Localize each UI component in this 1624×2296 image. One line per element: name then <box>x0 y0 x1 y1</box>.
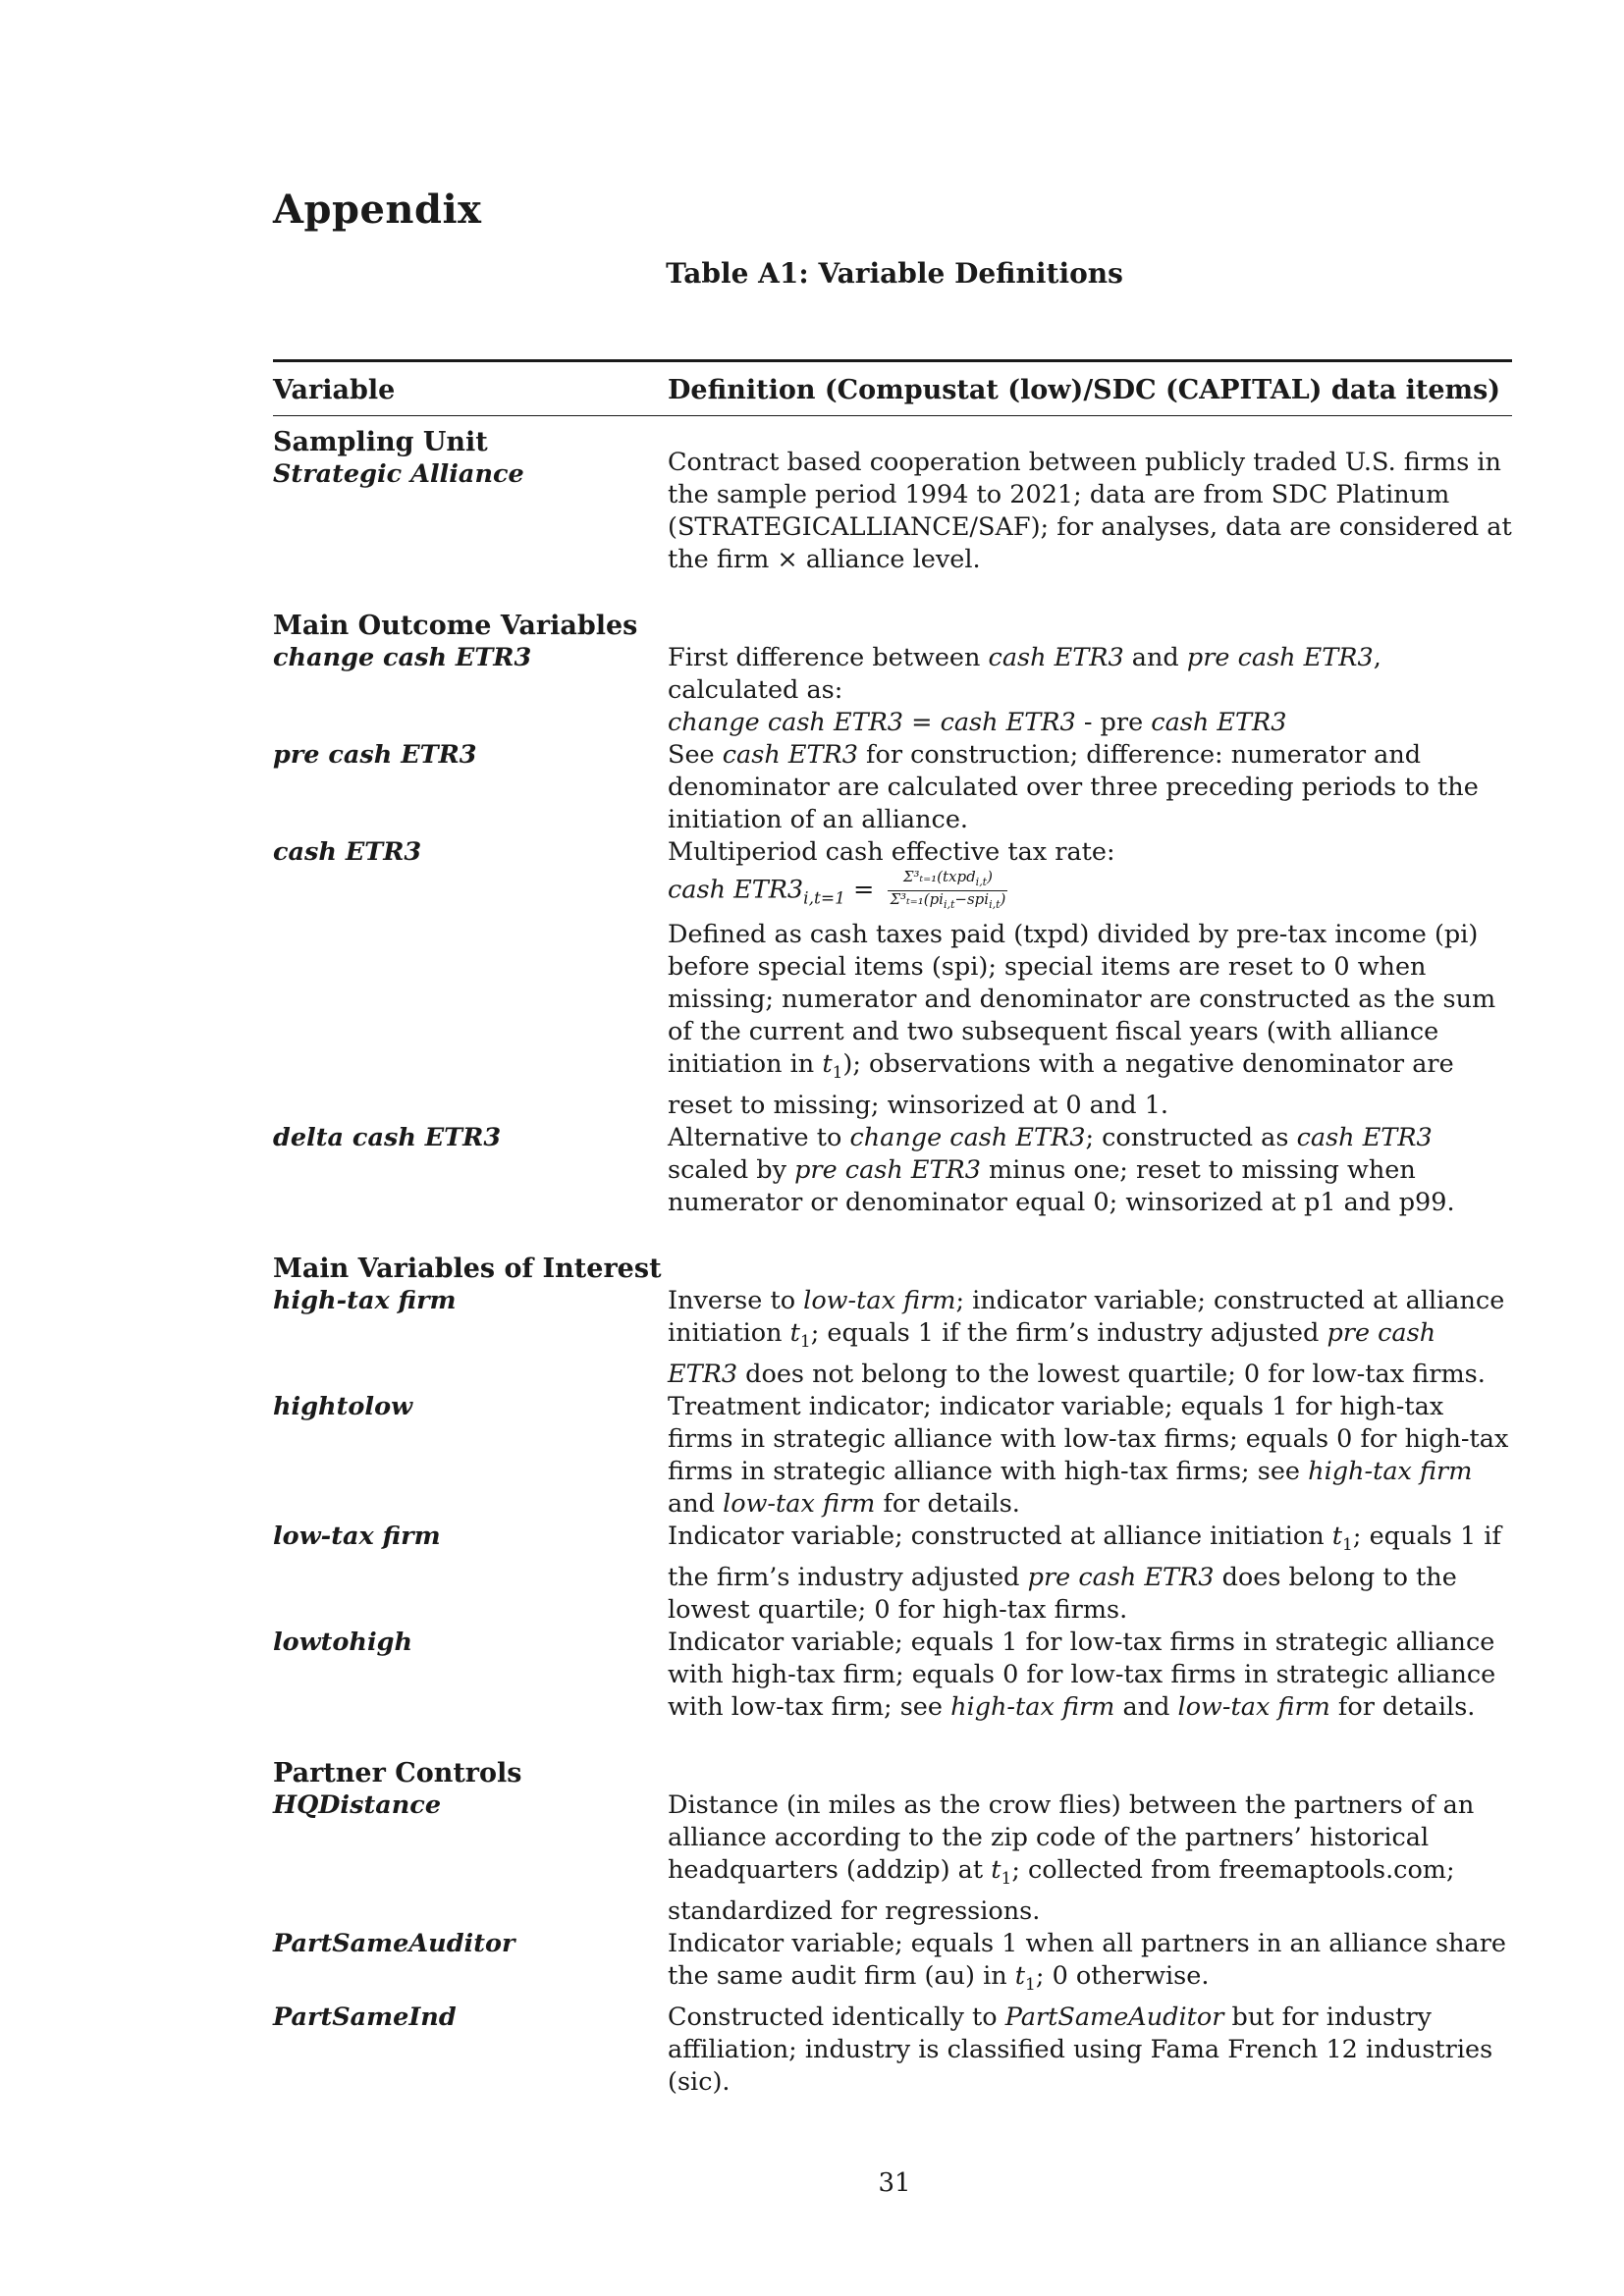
definition-italic: change cash ETR3 = cash ETR3 <box>668 708 1076 737</box>
definition-text: First difference between <box>668 643 989 672</box>
table-row <box>273 1122 1512 1219</box>
definition-text: and <box>668 1488 724 1519</box>
definition-italic: pre cash ETR3 <box>668 1317 1436 1389</box>
denominator-end: ) <box>1000 890 1006 908</box>
formula-lhs: cash ETR3 <box>668 875 804 905</box>
definition-italic: pre cash ETR3 <box>794 1154 981 1185</box>
definition-italic: t <box>1331 1521 1343 1551</box>
definition-text: does not belong to the lowest quartile; 0 for low-tax firms. <box>737 1359 1486 1389</box>
definition-italic: t <box>822 1048 833 1079</box>
definition-text: Multiperiod cash effective tax rate: <box>668 837 1115 867</box>
definition-text: minus one; reset to missing when numerator or denominator equal 0; winsorized at p1 and p99. <box>668 1154 1455 1217</box>
table-row <box>273 2002 1512 2099</box>
subscript: 1 <box>1001 1868 1012 1889</box>
table-row <box>273 739 1512 836</box>
variable-definition <box>668 1285 1512 1391</box>
table-row <box>273 1391 1512 1521</box>
table-row <box>273 1285 1512 1391</box>
variable-name: cash ETR3 <box>273 837 422 867</box>
variable-name: lowtohigh <box>273 1627 413 1657</box>
section-sampling-unit <box>273 426 1512 576</box>
table-header-row <box>273 370 1512 405</box>
variable-name: pre cash ETR3 <box>273 740 477 770</box>
cash-etr3-formula <box>668 869 1512 919</box>
variable-definition <box>668 642 1512 739</box>
section-main-outcome-variables <box>273 610 1512 1219</box>
section-partner-controls <box>273 1757 1512 2099</box>
definition-italic: low-tax firm <box>723 1488 876 1519</box>
denominator-text: Σ³ₜ₌₁(pi <box>890 890 944 908</box>
header-definition: Definition (Compustat (low)/SDC (CAPITAL) data items) <box>668 375 1501 405</box>
variable-definition <box>668 1521 1512 1627</box>
definition-text: Contract based cooperation between publicly traded U.S. firms in the sample period 1994 to 2021; data are from SDC Platinum (STRATEGICALLIANCE/SAF); for analyses, data are considered at the firm × alliance level. <box>668 448 1512 574</box>
header-variable: Variable <box>273 375 396 405</box>
table-row <box>273 1627 1512 1724</box>
definition-text: Indicator variable; equals 1 when all partners in an alliance share the same audit firm (au) in <box>668 1928 1507 1991</box>
variable-name: HQDistance <box>273 1789 442 1820</box>
table-row <box>273 836 1512 1122</box>
variable-definition <box>668 1928 1512 2002</box>
definition-italic: t <box>1014 1960 1026 1991</box>
definition-italic: pre cash ETR3 <box>1027 1562 1215 1592</box>
definition-text: Inverse to <box>668 1285 804 1315</box>
denominator-mid: −spi <box>954 890 990 908</box>
definition-text: for details. <box>1329 1691 1476 1722</box>
definition-text: ; 0 otherwise. <box>1035 1960 1210 1991</box>
definition-text: Indicator variable; equals 1 for low-tax firms in strategic alliance with high-tax firm; equals 0 for low-tax firms in strategic alliance with low-tax firm; see <box>668 1627 1496 1722</box>
definition-text: Distance (in miles as the crow flies) between the partners of an alliance according to the zip code of the partners’ historical headquarters (addzip) at <box>668 1789 1475 1885</box>
table-top-rule <box>273 359 1512 362</box>
variable-name: Strategic Alliance <box>273 459 524 489</box>
variable-name: delta cash ETR3 <box>273 1122 502 1152</box>
variable-definition <box>668 1789 1512 1928</box>
subscript: 1 <box>1342 1534 1353 1555</box>
definition-text: ; equals 1 if the firm’s industry adjusted <box>810 1317 1327 1348</box>
definition-text: ); observations with a negative denominator are reset to missing; winsorized at 0 and 1. <box>668 1048 1454 1120</box>
definition-italic: high-tax firm <box>950 1691 1115 1722</box>
definition-text: does belong to the lowest quartile; 0 for high-tax firms. <box>668 1562 1457 1625</box>
table-row <box>273 448 1512 576</box>
definition-text: , calculated as: <box>668 643 1381 705</box>
section-title: Sampling Unit <box>273 427 488 457</box>
variable-definition <box>668 1391 1512 1521</box>
formula-subscript: i,t=1 <box>803 888 845 909</box>
definition-text: scaled by <box>668 1154 795 1185</box>
definition-text: ; indicator variable; constructed at alliance initiation <box>668 1285 1505 1348</box>
definition-text: and <box>1114 1691 1178 1722</box>
definition-text: but for industry affiliation; industry is classified using Fama French 12 industries (sic). <box>668 2002 1493 2098</box>
definition-text: Alternative to <box>668 1122 850 1152</box>
definition-italic: low-tax firm <box>803 1285 956 1315</box>
variable-definition <box>668 1627 1512 1724</box>
variable-definition <box>668 448 1512 576</box>
variable-name: PartSameAuditor <box>273 1928 515 1958</box>
numerator-sub: i,t <box>975 876 988 888</box>
page-number: 31 <box>878 2168 911 2198</box>
definition-italic: t <box>789 1317 800 1348</box>
denominator-sub: i,t <box>943 898 955 911</box>
section-title: Main Outcome Variables <box>273 611 638 641</box>
definition-italic: low-tax firm <box>1177 1691 1330 1722</box>
variable-definition <box>668 2002 1512 2099</box>
definition-italic: pre cash ETR3 <box>1186 643 1374 672</box>
table-caption: Table A1: Variable Definitions <box>666 257 1123 290</box>
denominator-sub: i,t <box>989 898 1001 911</box>
definition-text: ; constructed as <box>1085 1122 1297 1152</box>
definition-text: and <box>1123 643 1187 672</box>
numerator-text: Σ³ₜ₌₁(txpd <box>902 868 976 885</box>
definition-text: Treatment indicator; indicator variable; equals 1 for high-tax firms in strategic alliance with low-tax firms; equals 0 for high-tax firms in strategic alliance with high-tax firms; see <box>668 1391 1509 1486</box>
section-title: Main Variables of Interest <box>273 1253 662 1284</box>
definition-text: Constructed identically to <box>668 2002 1005 2033</box>
variable-name: low-tax firm <box>273 1521 441 1551</box>
table-row <box>273 1928 1512 2002</box>
variable-definitions-table <box>273 359 1512 2099</box>
numerator-end: ) <box>987 868 993 885</box>
definition-italic: cash ETR3 <box>1151 708 1287 737</box>
table-row <box>273 1521 1512 1627</box>
definition-text: Defined as cash taxes paid (txpd) divided by pre-tax income (pi) before special items (spi); special items are reset to 0 when missing; numerator and denominator are constructed as the sum of the current and two subsequent fiscal years (with alliance initiation in <box>668 919 1496 1079</box>
variable-name: hightolow <box>273 1391 413 1421</box>
definition-text: ; collected from freemaptools.com; standardized for regressions. <box>668 1854 1455 1926</box>
definition-italic: cash ETR3 <box>988 643 1124 672</box>
table-row <box>273 642 1512 739</box>
definition-italic: cash ETR3 <box>722 740 858 770</box>
section-main-variables-of-interest <box>273 1253 1512 1724</box>
definition-italic: high-tax firm <box>1308 1456 1473 1486</box>
variable-name: change cash ETR3 <box>273 643 532 672</box>
variable-definition <box>668 739 1512 836</box>
formula-denominator <box>888 891 1007 913</box>
definition-italic: change cash ETR3 <box>849 1122 1086 1152</box>
variable-name: PartSameInd <box>273 2002 457 2033</box>
definition-text: Indicator variable; constructed at alliance initiation <box>668 1521 1332 1551</box>
subscript: 1 <box>1025 1975 1036 1996</box>
table-header-rule <box>273 415 1512 416</box>
variable-name: high-tax firm <box>273 1285 457 1315</box>
definition-italic: PartSameAuditor <box>1004 2002 1224 2033</box>
definition-text: See <box>668 740 723 770</box>
definition-text: for construction; difference: numerator and denominator are calculated over three preceding periods to the initiation of an alliance. <box>668 740 1479 834</box>
subscript: 1 <box>832 1062 843 1083</box>
section-title: Partner Controls <box>273 1757 522 1789</box>
definition-text: for details. <box>875 1488 1020 1519</box>
formula-equals: = <box>844 875 883 905</box>
definition-italic: cash ETR3 <box>1296 1122 1433 1152</box>
definition-text: - pre <box>1075 708 1152 737</box>
appendix-heading: Appendix <box>273 187 482 233</box>
table-row <box>273 1789 1512 1928</box>
variable-definition <box>668 1122 1512 1219</box>
definition-italic: t <box>991 1854 1001 1885</box>
subscript: 1 <box>799 1331 811 1352</box>
definition-text: ; equals 1 if the firm’s industry adjusted <box>668 1521 1501 1592</box>
formula-numerator <box>888 869 1007 891</box>
variable-definition <box>668 836 1512 1122</box>
formula-fraction <box>888 869 1007 913</box>
